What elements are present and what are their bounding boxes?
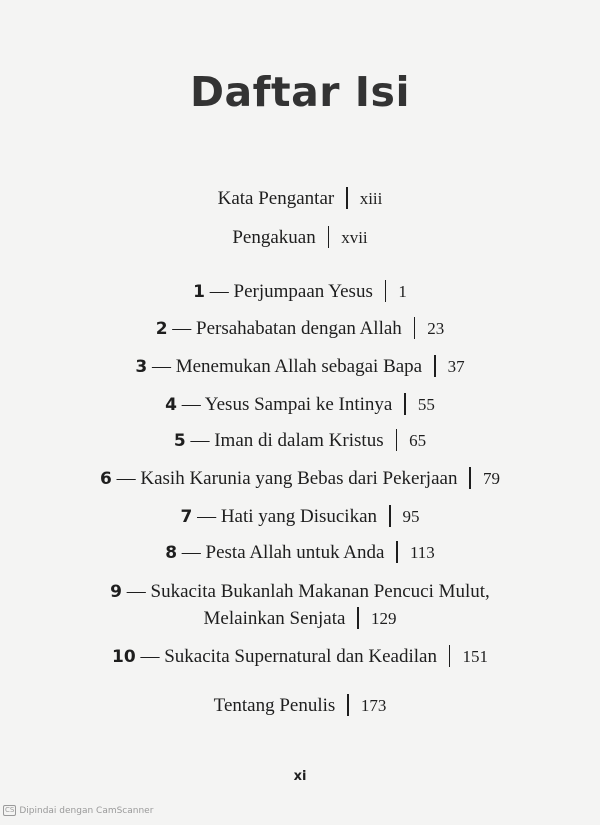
scanner-text: Dipindai dengan CamScanner [19,805,154,816]
toc-chapter-7 [0,505,600,529]
toc-chapter-9-line-2 [0,607,600,631]
toc-chapter-10 [0,645,600,669]
chapter-title: Pesta Allah untuk Anda [205,542,385,563]
toc-chapter-1 [0,280,600,304]
chapter-number: 7 [180,507,193,527]
chapter-page: 79 [482,469,500,488]
toc-chapter-9-line-1 [0,580,600,604]
chapter-number: 3 [135,357,148,377]
chapter-page: 23 [427,319,445,338]
toc-entry-pengakuan [0,226,600,250]
toc-chapter-3 [0,355,600,379]
chapter-number: 4 [165,395,177,415]
chapter-page: 151 [462,647,488,666]
chapter-title: Yesus Sampai ke Intinya [204,394,393,415]
scanner-watermark [3,805,153,816]
chapter-title: Hati yang Disucikan [220,506,378,527]
separator [404,393,406,415]
chapter-title: Menemukan Allah sebagai Bapa [175,356,423,377]
chapter-page: 55 [417,395,435,414]
toc-entry-tentang-penulis [0,694,600,718]
chapter-page: 1 [398,282,407,301]
separator [434,355,436,377]
dash: — [172,318,192,339]
chapter-title: Persahabatan dengan Allah [196,318,402,339]
camscanner-icon: CS [5,806,15,814]
chapter-title: Perjumpaan Yesus [233,281,373,302]
dash: — [209,281,229,302]
chapter-title: Kasih Karunia yang Bebas dari Pekerjaan [140,468,458,489]
chapter-number: 1 [193,282,205,302]
chapter-page: 37 [447,357,465,376]
chapter-title-line-1: Sukacita Bukanlah Makanan Pencuci Mulut, [150,581,490,602]
dash: — [116,468,136,489]
chapter-number: 9 [110,582,123,602]
dash: — [181,394,201,415]
dash: — [197,506,217,527]
separator [328,226,330,248]
separator [469,467,471,489]
chapter-number: 10 [112,647,136,667]
separator [357,607,359,629]
chapter-page: 65 [409,431,427,450]
chapter-page: 129 [370,609,397,628]
chapter-title-line-2: Melainkan Senjata [203,608,346,629]
entry-page: 173 [360,696,387,715]
chapter-number: 2 [155,319,168,339]
entry-label: Pengakuan [232,227,316,248]
toc-entry-kata-pengantar [0,187,600,211]
toc-chapter-6 [0,467,600,491]
separator [414,317,416,339]
dash: — [126,581,146,602]
chapter-number: 6 [100,469,112,489]
dash: — [181,542,201,563]
toc-chapter-4 [0,393,600,417]
separator [347,694,349,716]
dash: — [190,430,210,451]
chapter-title: Iman di dalam Kristus [214,430,384,451]
chapter-title: Sukacita Supernatural dan Keadilan [164,646,437,667]
separator [389,505,391,527]
entry-label: Kata Pengantar [217,188,335,209]
separator [396,429,398,451]
dash: — [140,646,160,667]
separator [396,541,398,563]
chapter-page: 113 [409,543,435,562]
chapter-page: 95 [402,507,420,526]
entry-page: xiii [359,189,383,208]
separator [449,645,451,667]
entry-label: Tentang Penulis [213,695,336,716]
page-number: xi [293,769,307,784]
separator [385,280,387,302]
entry-page: xvii [341,228,368,247]
toc-chapter-8 [0,541,600,565]
dash: — [151,356,171,377]
page-title: Daftar Isi [189,68,410,116]
chapter-number: 8 [165,543,178,563]
toc-chapter-5 [0,429,600,453]
chapter-number: 5 [173,431,186,451]
toc-chapter-2 [0,317,600,341]
separator [346,187,348,209]
